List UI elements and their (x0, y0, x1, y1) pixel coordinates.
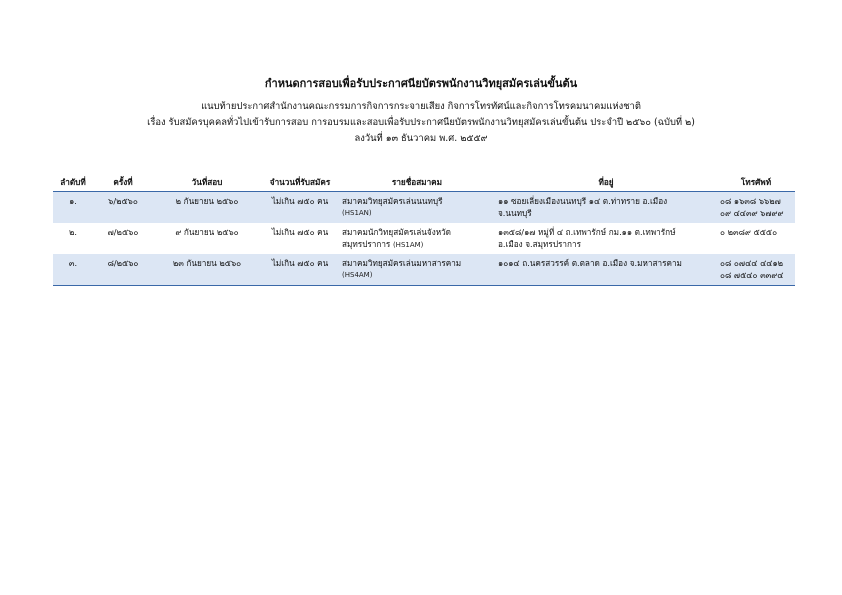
table-row (53, 223, 795, 254)
cell-exam-date: ๒๓ กันยายน ๒๕๖๐ (153, 254, 261, 286)
cell-address (495, 254, 717, 286)
header-association: รายชื่อสมาคม (339, 173, 495, 192)
phone-line-2: ๐๘ ๗๕๔๐ ๓๓๙๔ (720, 270, 784, 280)
document-subtitle-1: แนบท้ายประกาศสำนักงานคณะกรรมการกิจการกระจายเสียง กิจการโทรทัศน์และกิจการโทรคมนาคมแห่งชาติ (201, 101, 641, 112)
association-callsign: (HS1AN) (342, 209, 372, 217)
association-callsign: (HS1AM) (392, 241, 424, 249)
cell-phone (717, 254, 795, 286)
association-name-line-2 (342, 238, 492, 251)
header-phone: โทรศัพท์ (717, 173, 795, 192)
cell-association (339, 254, 495, 286)
association-callsign: (HS4AM) (342, 271, 373, 279)
cell-address (495, 192, 717, 224)
header-exam-date: วันที่สอบ (153, 173, 261, 192)
association-name-cont: สมุทรปราการ (342, 239, 391, 249)
phone-line-1: ๐ ๒๓๘๙ ๕๕๕๐ (720, 227, 778, 237)
association-name: สมาคมวิทยุสมัครเล่นนนทบุรี (342, 196, 443, 206)
address-line-2: จ.นนทบุรี (498, 208, 532, 218)
cell-order: ๑. (53, 192, 93, 224)
cell-capacity: ไม่เกิน ๗๕๐ คน (261, 254, 339, 286)
document-title: กำหนดการสอบเพื่อรับประกาศนียบัตรพนักงานวิทยุสมัครเล่นขั้นต้น (264, 77, 578, 90)
exam-schedule-table (53, 173, 795, 286)
phone-line-2: ๐๙ ๔๔๓๙ ๖๗๙๙ (720, 208, 784, 218)
phone-line-1: ๐๘ ๑๖๓๘ ๖๖๒๗ (720, 196, 781, 206)
header-order: ลำดับที่ (53, 173, 93, 192)
cell-round: ๘/๒๕๖๐ (93, 254, 153, 286)
cell-round: ๗/๒๕๖๐ (107, 227, 139, 237)
cell-phone (717, 223, 795, 254)
cell-capacity: ไม่เกิน ๗๕๐ คน (271, 227, 329, 237)
cell-capacity: ไม่เกิน ๗๕๐ คน (261, 192, 339, 224)
header-address: ที่อยู่ (495, 173, 717, 192)
address-line-1: ๑๑ ซอยเลี่ยงเมืองนนทบุรี ๑๔ ต.ท่าทราย อ.เมือง (498, 196, 668, 206)
table-row (53, 192, 795, 224)
cell-order: ๓. (53, 254, 93, 286)
address-line-1: ๑๓๕๘/๑๗ หมู่ที่ ๔ ถ.เทพารักษ์ กม.๑๑ ต.เทพารักษ์ (498, 227, 676, 237)
cell-round: ๖/๒๕๖๐ (93, 192, 153, 224)
association-name: สมาคมนักวิทยุสมัครเล่นจังหวัด (342, 227, 452, 237)
association-name: สมาคมวิทยุสมัครเล่นมหาสารคาม (342, 258, 462, 268)
phone-line-1: ๐๘ ๐๗๔๔ ๔๔๑๒ (720, 258, 784, 268)
table-header-row (53, 173, 795, 192)
document-subtitle-2: เรื่อง รับสมัครบุคคลทั่วไปเข้ารับการสอบ การอบรมและสอบเพื่อรับประกาศนียบัตรพนักงานวิทยุสมัครเล่นขั้นต้น ประจำปี ๒๕๖๐ (ฉบับที่ ๒) (147, 117, 695, 128)
cell-address (495, 223, 717, 254)
document-header (0, 76, 842, 147)
cell-association (339, 223, 495, 254)
cell-phone (717, 192, 795, 224)
header-round: ครั้งที่ (93, 173, 153, 192)
header-capacity: จำนวนที่รับสมัคร (261, 173, 339, 192)
address-line-1: ๑๐๑๔ ถ.นครสวรรค์ ต.ตลาด อ.เมือง จ.มหาสารคาม (498, 258, 682, 268)
cell-order: ๒. (69, 227, 77, 237)
document-date-line: ลงวันที่ ๑๓ ธันวาคม พ.ศ. ๒๕๕๙ (354, 133, 488, 144)
cell-exam-date: ๒ กันยายน ๒๕๖๐ (153, 192, 261, 224)
address-line-2: อ.เมือง จ.สมุทรปราการ (498, 239, 581, 249)
cell-exam-date: ๙ กันยายน ๒๕๖๐ (175, 227, 239, 237)
table-row (53, 254, 795, 286)
cell-association (339, 192, 495, 224)
